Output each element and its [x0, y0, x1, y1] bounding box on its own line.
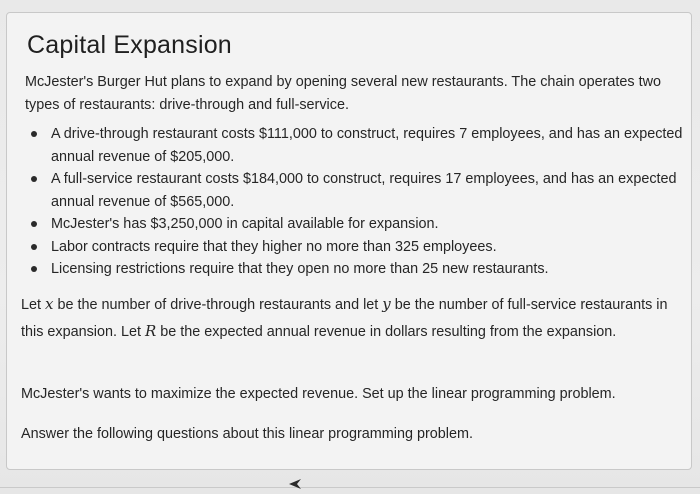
facts-list: [25, 123, 689, 281]
list-item: [49, 236, 689, 259]
variable-y: y: [382, 295, 391, 313]
mouse-pointer-icon: [288, 478, 302, 490]
page-title: Capital Expansion: [27, 31, 232, 59]
list-item: [49, 123, 689, 168]
bullet-icon: [31, 131, 37, 137]
bullet-icon: [31, 244, 37, 250]
list-item-text: Licensing restrictions require that they open no more than 25 new restaurants.: [51, 261, 549, 277]
bullet-icon: [31, 221, 37, 227]
variables-text-4: be the expected annual revenue in dollars resulting from the expansion.: [156, 324, 617, 340]
bullet-icon: [31, 176, 37, 182]
list-item-text: McJester's has $3,250,000 in capital available for expansion.: [51, 216, 439, 232]
divider: [0, 487, 700, 488]
list-item-text: Labor contracts require that they higher no more than 325 employees.: [51, 238, 497, 255]
variables-text-1: Let: [21, 297, 46, 313]
list-item-text: A full-service restaurant costs $184,000 to construct, requires 17 employees, and has an expected annual revenue of $565,000.: [51, 171, 677, 210]
bullet-icon: [31, 266, 37, 272]
list-item: [49, 213, 689, 236]
intro-paragraph: McJester's Burger Hut plans to expand by opening several new restaurants. The chain operates two types of restaurants: drive-through and full-service.: [25, 74, 662, 113]
list-item: [49, 168, 689, 213]
list-item-text: A drive-through restaurant costs $111,000 to construct, requires 7 employees, and has an expected annual revenue of $205,000.: [51, 126, 683, 165]
variable-x: x: [45, 295, 54, 313]
problem-card: [6, 12, 692, 470]
objective-paragraph: McJester's wants to maximize the expected revenue. Set up the linear programming problem.: [21, 386, 616, 402]
variables-paragraph: [21, 291, 681, 345]
variable-r: R: [145, 322, 157, 340]
instructions-paragraph: Answer the following questions about this linear programming problem.: [21, 426, 473, 442]
variables-text-3: be the number of full-service restaurants in this expansion. Let: [21, 297, 668, 340]
list-item: [49, 258, 689, 281]
variables-text-2: be the number of drive-through restaurants and let: [53, 297, 383, 313]
